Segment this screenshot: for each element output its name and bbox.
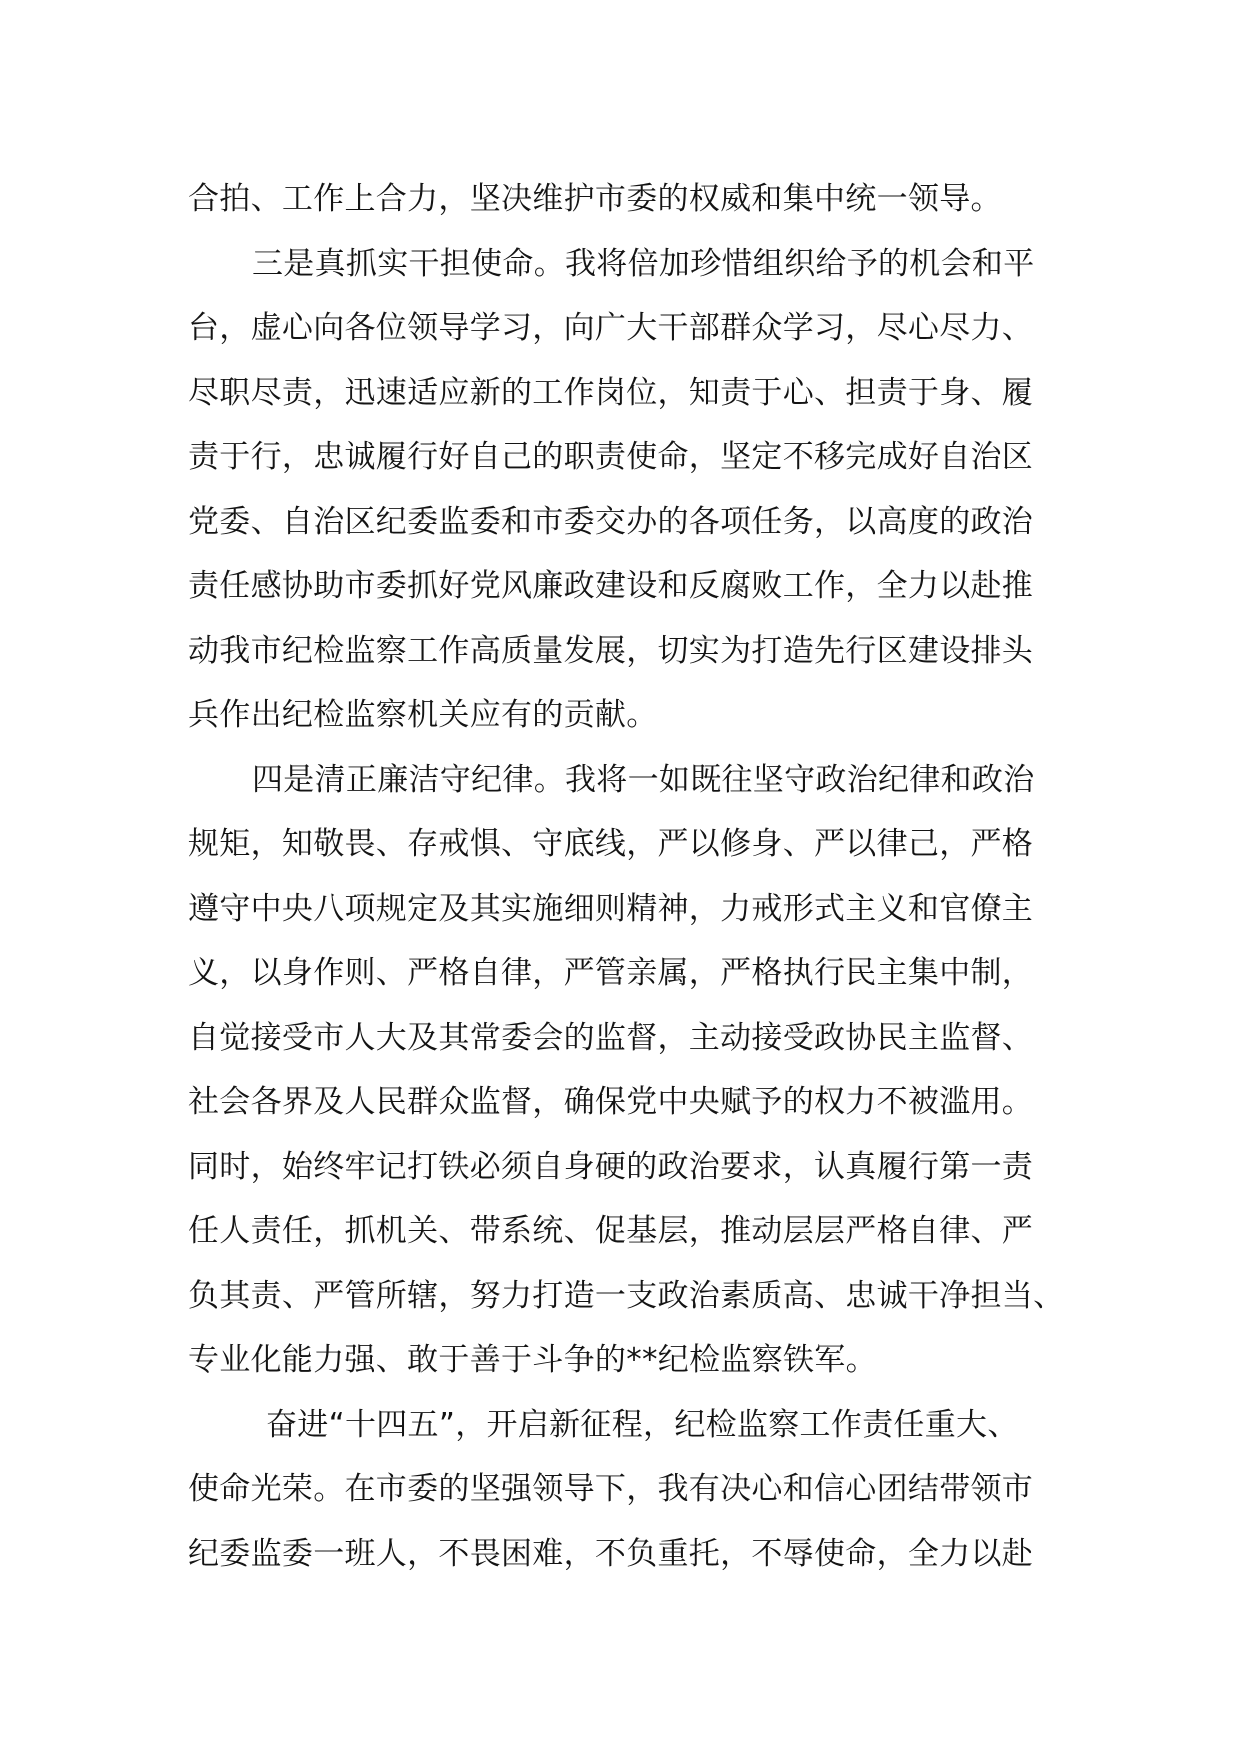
text-line: 遵守中央八项规定及其实施细则精神，力戒形式主义和官僚主 [188,890,1034,927]
document-body [188,167,1088,1586]
paragraph-integrity [188,748,1088,1393]
text-line: 动我市纪检监察工作高质量发展，切实为打造先行区建设排头 [188,632,1034,669]
text-line: 尽职尽责，迅速适应新的工作岗位，知责于心、担责于身、履 [188,374,1034,411]
text-line: 责任感协助市委抓好党风廉政建设和反腐败工作，全力以赴推 [188,568,1034,604]
text-line: 负其责、严管所辖，努力打造一支政治素质高、忠诚干净担当、 [188,1277,1065,1314]
text-line: 三是真抓实干担使命。我将倍加珍惜组织给予的机会和平 [252,245,1035,282]
text-line: 纪委监委一班人，不畏困难，不负重托，不辱使命，全力以赴 [188,1535,1034,1572]
text-line: 责于行，忠诚履行好自己的职责使命，坚定不移完成好自治区 [188,439,1034,475]
text-line: 党委、自治区纪委监委和市委交办的各项任务，以高度的政治 [188,503,1034,540]
text-line: 兵作出纪检监察机关应有的贡献。 [188,697,658,733]
paragraph-hard-work [188,232,1088,748]
text-line: 规矩，知敬畏、存戒惧、守底线，严以修身、严以律己，严格 [188,826,1034,862]
text-line: 自觉接受市人大及其常委会的监督，主动接受政协民主监督、 [188,1019,1034,1056]
text-line: 四是清正廉洁守纪律。我将一如既往坚守政治纪律和政治 [252,761,1035,798]
text-line: 使命光荣。在市委的坚强领导下，我有决心和信心团结带领市 [188,1471,1034,1507]
text-line: 义，以身作则、严格自律，严管亲属，严格执行民主集中制， [188,955,1034,991]
text-line: 奋进“十四五”，开启新征程，纪检监察工作责任重大、 [266,1406,1019,1443]
paragraph-loyalty-continuation [188,167,1088,232]
text-line: 同时，始终牢记打铁必须自身硬的政治要求，认真履行第一责 [188,1148,1034,1185]
text-line: 合拍、工作上合力，坚决维护市委的权威和集中统一领导。 [188,181,1002,217]
text-line: 任人责任，抓机关、带系统、促基层，推动层层严格自律、严 [188,1213,1034,1249]
text-line: 社会各界及人民群众监督，确保党中央赋予的权力不被滥用。 [188,1084,1034,1120]
paragraph-conclusion [188,1393,1088,1587]
text-line: 台，虚心向各位领导学习，向广大干部群众学习，尽心尽力、 [188,310,1034,346]
text-line: 专业化能力强、敢于善于斗争的**纪检监察铁军。 [188,1342,877,1378]
